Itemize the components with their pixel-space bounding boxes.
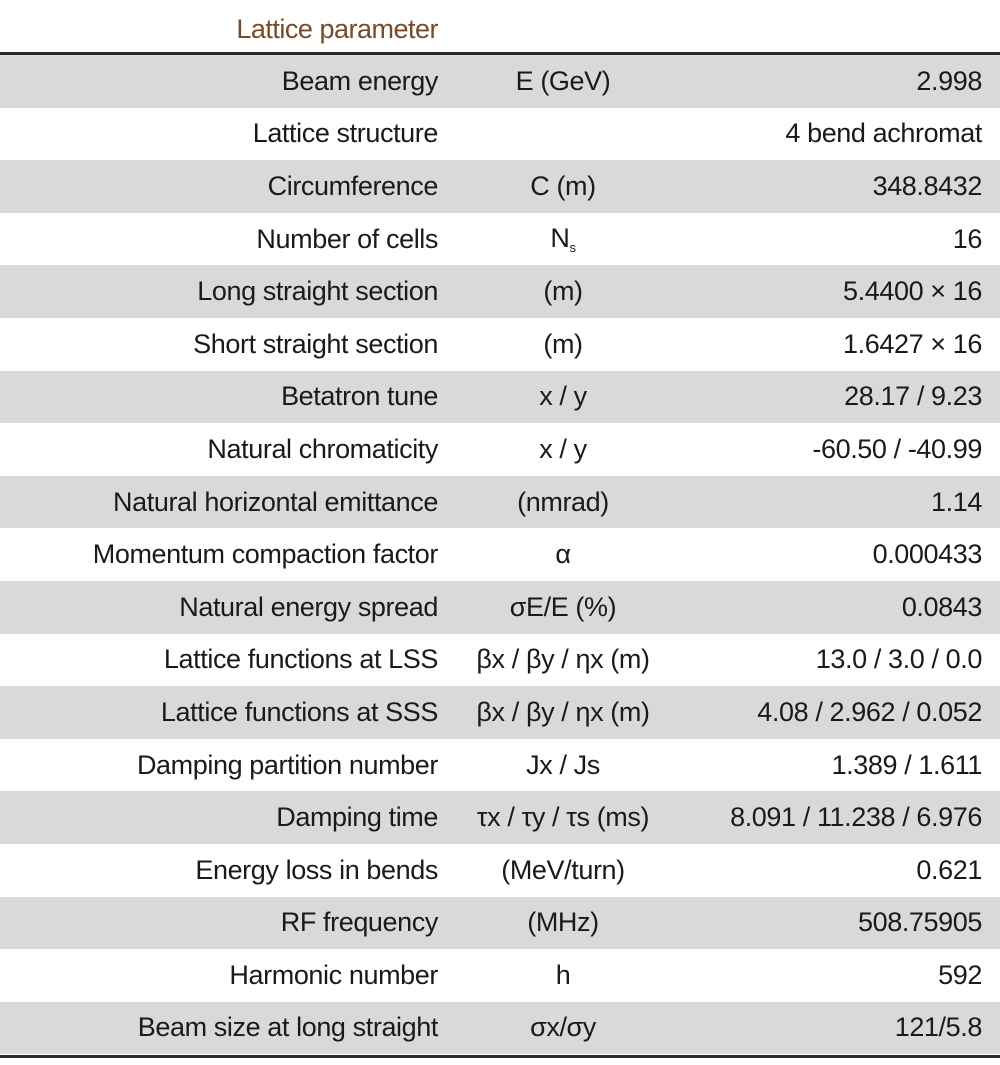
param-name: Betatron tune: [281, 381, 438, 412]
param-symbol: σx/σy: [530, 1012, 596, 1043]
table-row: [0, 265, 1000, 318]
lattice-parameter-table: [0, 55, 1000, 1054]
param-symbol: βx / βy / ηx (m): [476, 644, 650, 675]
param-name: Damping partition number: [136, 749, 438, 780]
param-name: Circumference: [267, 170, 438, 201]
table-title: Lattice parameter: [236, 14, 438, 44]
table-row: [0, 528, 1000, 581]
param-name: Natural horizontal emittance: [113, 486, 438, 517]
param-name: Beam size at long straight: [137, 1012, 438, 1043]
table-row: [0, 739, 1000, 792]
param-name: Lattice functions at LSS: [163, 644, 438, 675]
table-row: [0, 213, 1000, 266]
param-value: -60.50 / -40.99: [812, 433, 982, 464]
param-name: Lattice structure: [252, 118, 438, 149]
table-row: [0, 476, 1000, 529]
param-name: Number of cells: [256, 223, 438, 254]
param-value: 13.0 / 3.0 / 0.0: [815, 644, 982, 675]
param-symbol: x / y: [539, 381, 587, 412]
param-symbol: Jx / Js: [526, 749, 600, 780]
param-symbol: (m): [543, 276, 583, 307]
param-value: 4 bend achromat: [785, 118, 982, 149]
table-row: [0, 844, 1000, 897]
param-symbol: (nmrad): [517, 486, 609, 517]
param-value: 28.17 / 9.23: [844, 381, 982, 412]
table-row: [0, 1002, 1000, 1055]
param-value: 4.08 / 2.962 / 0.052: [757, 696, 982, 727]
table-row: [0, 55, 1000, 108]
symbol-main: N: [550, 223, 570, 254]
table-row: [0, 791, 1000, 844]
param-symbol: βx / βy / ηx (m): [476, 696, 650, 727]
param-name: Short straight section: [193, 328, 438, 359]
table-row: [0, 897, 1000, 950]
param-name: Lattice functions at SSS: [160, 696, 438, 727]
table-row: [0, 949, 1000, 1002]
param-symbol: σE/E (%): [509, 591, 617, 622]
param-name: Momentum compaction factor: [92, 539, 438, 570]
param-name: Long straight section: [197, 276, 438, 307]
param-symbol: (MeV/turn): [501, 854, 625, 885]
table-row: [0, 160, 1000, 213]
param-value: 592: [938, 959, 982, 990]
param-value: 2.998: [916, 65, 982, 96]
param-value: 0.000433: [872, 539, 982, 570]
param-name: Natural energy spread: [179, 591, 438, 622]
param-value: 0.0843: [901, 591, 982, 622]
symbol-subscript: s: [569, 240, 576, 256]
param-value: 1.6427 × 16: [843, 328, 982, 359]
param-symbol: x / y: [539, 433, 587, 464]
param-symbol: (MHz): [527, 907, 599, 938]
param-name: Beam energy: [281, 65, 438, 96]
param-value: 121/5.8: [894, 1012, 982, 1043]
param-value: 1.14: [931, 486, 982, 517]
param-symbol: E (GeV): [515, 65, 611, 96]
param-value: 1.389 / 1.611: [831, 749, 982, 780]
table-row: [0, 581, 1000, 634]
bottom-rule: [0, 1055, 1000, 1058]
param-name: Damping time: [276, 802, 438, 833]
param-symbol: h: [555, 959, 571, 990]
param-value: 16: [952, 223, 982, 254]
table-row: [0, 634, 1000, 687]
param-name: Harmonic number: [229, 959, 438, 990]
param-symbol: C (m): [530, 170, 596, 201]
table-row: [0, 423, 1000, 476]
param-symbol: τx / τy / τs (ms): [476, 802, 650, 833]
param-symbol: α: [555, 539, 571, 570]
param-name: Natural chromaticity: [207, 433, 438, 464]
param-name: RF frequency: [280, 907, 438, 938]
table-row: [0, 318, 1000, 371]
param-symbol: [438, 223, 688, 255]
param-value: 0.621: [916, 854, 982, 885]
param-name: Energy loss in bends: [195, 854, 438, 885]
table-row: [0, 108, 1000, 161]
param-symbol: (m): [543, 328, 583, 359]
param-value: 348.8432: [872, 170, 982, 201]
table-row: [0, 371, 1000, 424]
param-value: 5.4400 × 16: [843, 276, 982, 307]
table-row: [0, 686, 1000, 739]
param-value: 508.75905: [857, 907, 982, 938]
param-value: 8.091 / 11.238 / 6.976: [730, 802, 982, 833]
